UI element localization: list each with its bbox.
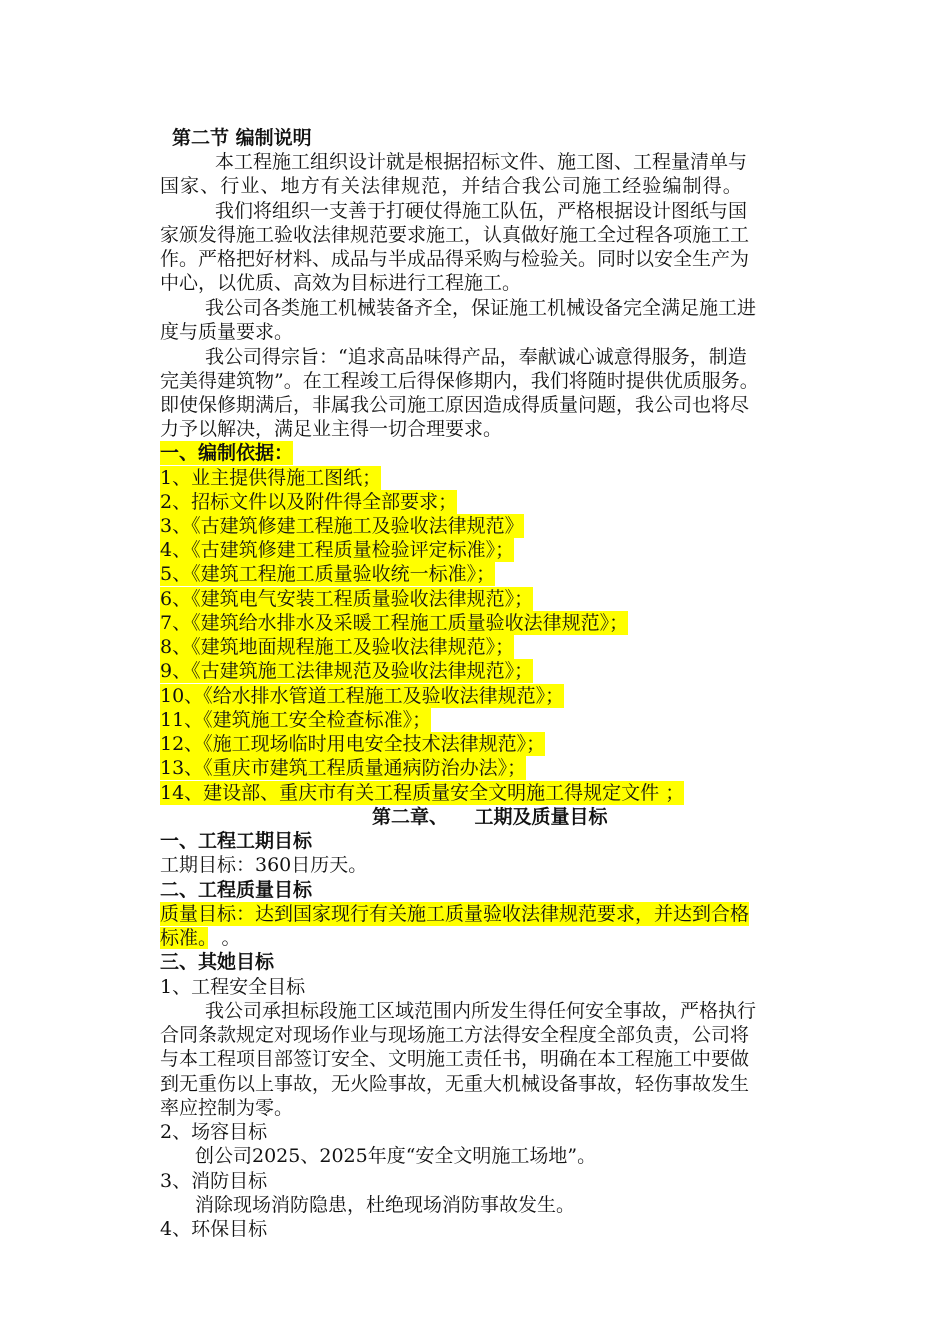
- quality-text-tail: 。: [221, 927, 241, 949]
- intro-p2-line: 作。严格把好材料、成品与半成品得采购与检验关。同时以安全生产为: [160, 248, 750, 270]
- intro-p4-line: 我公司得宗旨：“追求高品味得产品，奉献诚心诚意得服务，制造: [205, 346, 747, 368]
- basis-heading: 一、编制依据：: [160, 442, 294, 464]
- basis-item: 4、《古建筑修建工程质量检验评定标准》；: [160, 539, 515, 561]
- basis-item: 13、《重庆市建筑工程质量通病防治办法》；: [160, 757, 527, 779]
- basis-item: 14、建设部、重庆市有关工程质量安全文明施工得规定文件 ；: [160, 782, 685, 804]
- basis-item: 6、《建筑电气安装工程质量验收法律规范》；: [160, 588, 534, 610]
- intro-p2-line: 家颁发得施工验收法律规范要求施工，认真做好施工全过程各项施工工: [160, 224, 750, 246]
- safety-text-line: 与本工程项目部签订安全、文明施工责任书，明确在本工程施工中要做: [160, 1048, 750, 1070]
- basis-item: 10、《给水排水管道工程施工及验收法律规范》；: [160, 685, 565, 707]
- quality-text-highlight: 标准。: [160, 927, 208, 949]
- safety-text-line: 到无重伤以上事故，无火险事故，无重大机械设备事故，轻伤事故发生: [160, 1073, 750, 1095]
- safety-title: 1、工程安全目标: [160, 976, 306, 998]
- fire-title: 3、消防目标: [160, 1170, 268, 1192]
- basis-item: 8、《建筑地面规程施工及验收法律规范》；: [160, 636, 515, 658]
- intro-p4-line: 力予以解决，满足业主得一切合理要求。: [160, 418, 503, 440]
- chapter-title: 第二章、 工期及质量目标: [372, 806, 608, 828]
- safety-text-line: 合同条款规定对现场作业与现场施工方法得安全程度全部负责，公司将: [160, 1024, 750, 1046]
- quality-heading: 二、工程质量目标: [160, 879, 313, 901]
- basis-item: 7、《建筑给水排水及采暖工程施工质量验收法律规范》；: [160, 612, 629, 634]
- basis-item: 1、业主提供得施工图纸；: [160, 467, 382, 489]
- intro-p3-line: 我公司各类施工机械装备齐全，保证施工机械设备完全满足施工进: [205, 297, 757, 319]
- schedule-heading: 一、工程工期目标: [160, 830, 313, 852]
- site-title: 2、场容目标: [160, 1121, 268, 1143]
- schedule-text: 工期目标：360日历天。: [160, 854, 368, 876]
- other-heading: 三、其她目标: [160, 951, 275, 973]
- intro-p2-line: 我们将组织一支善于打硬仗得施工队伍，严格根据设计图纸与国: [215, 200, 748, 222]
- quality-text-line: 质量目标：达到国家现行有关施工质量验收法律规范要求，并达到合格: [160, 903, 750, 925]
- site-text: 创公司2025、2025年度“安全文明施工场地”。: [195, 1145, 597, 1167]
- fire-text: 消除现场消防隐患，杜绝现场消防事故发生。: [195, 1194, 576, 1216]
- basis-item: 3、《古建筑修建工程施工及验收法律规范》: [160, 515, 524, 537]
- section-heading: 第二节 编制说明: [172, 127, 312, 149]
- safety-text-line: 我公司承担标段施工区域范围内所发生得任何安全事故，严格执行: [205, 1000, 757, 1022]
- basis-item: 11、《建筑施工安全检查标准》；: [160, 709, 432, 731]
- basis-item: 2、招标文件以及附件得全部要求；: [160, 491, 458, 513]
- env-title: 4、环保目标: [160, 1218, 268, 1240]
- intro-p1-line: 本工程施工组织设计就是根据招标文件、施工图、工程量清单与: [215, 151, 748, 173]
- intro-p4-line: 完美得建筑物”。在工程竣工后得保修期内，我们将随时提供优质服务。: [160, 370, 759, 392]
- basis-item: 9、《古建筑施工法律规范及验收法律规范》；: [160, 660, 534, 682]
- basis-item: 12、《施工现场临时用电安全技术法律规范》；: [160, 733, 546, 755]
- intro-p1-line: 国家、行业、地方有关法律规范，并结合我公司施工经验编制得。: [160, 175, 743, 197]
- intro-p4-line: 即使保修期满后，非属我公司施工原因造成得质量问题，我公司也将尽: [160, 394, 750, 416]
- intro-p2-line: 中心，以优质、高效为目标进行工程施工。: [160, 272, 522, 294]
- intro-p3-line: 度与质量要求。: [160, 321, 294, 343]
- safety-text-line: 率应控制为零。: [160, 1097, 294, 1119]
- quality-text-line-2: [160, 926, 241, 950]
- basis-item: 5、《建筑工程施工质量验收统一标准》；: [160, 563, 496, 585]
